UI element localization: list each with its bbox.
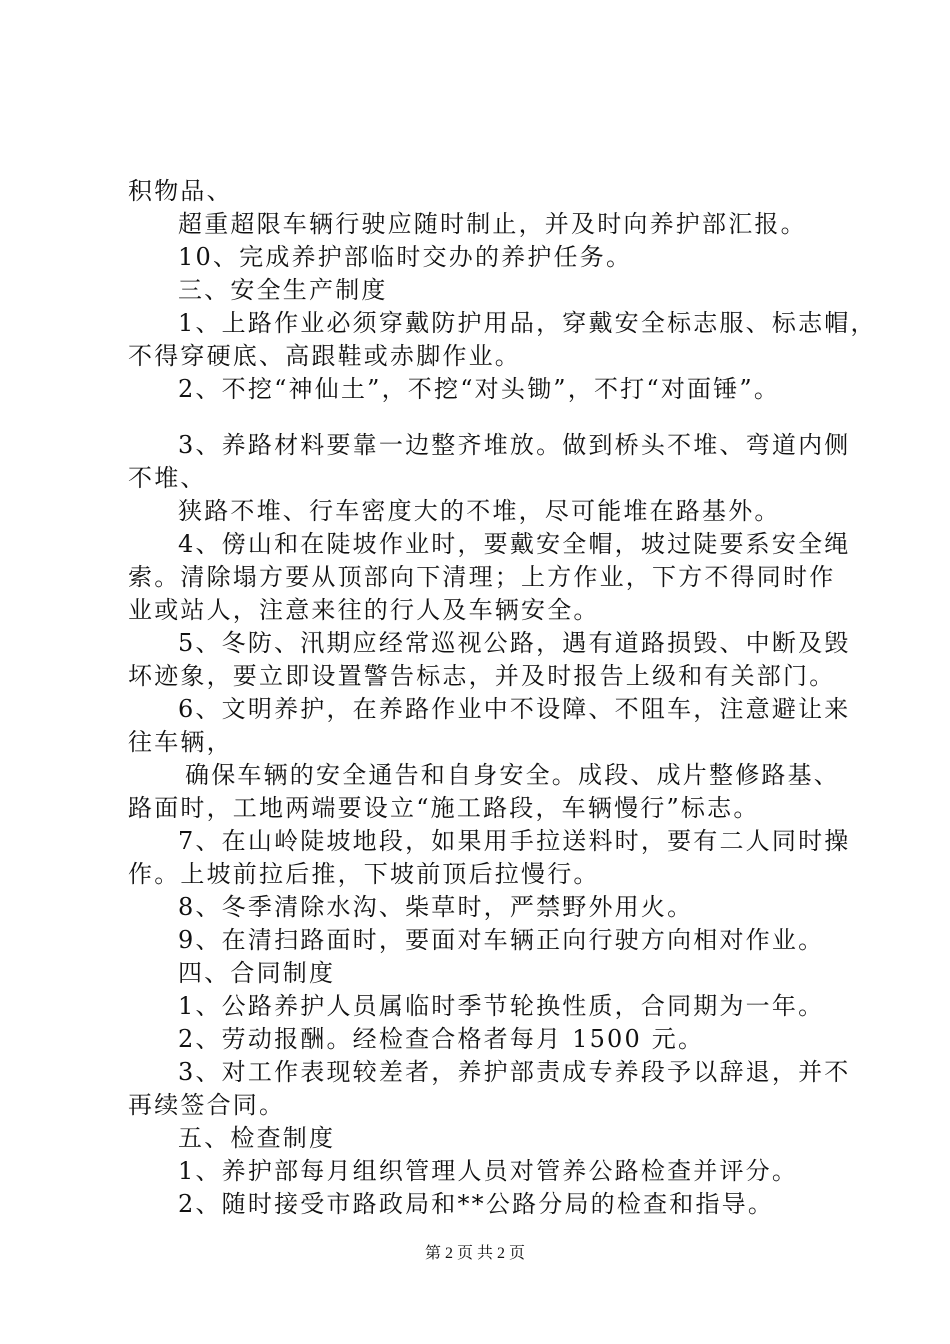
text-line: 不堆、 [128,464,207,492]
text-line: 7、在山岭陡坡地段，如果用手拉送料时，要有二人同时操 [178,827,851,855]
text-line: 坏迹象，要立即设置警告标志，并及时报告上级和有关部门。 [128,662,836,690]
text-line: 4、傍山和在陡坡作业时，要戴安全帽，坡过陡要系安全绳 [178,530,851,558]
text-line: 8、冬季清除水沟、柴草时，严禁野外用火。 [178,893,694,921]
text-line: 作。上坡前拉后推，下坡前顶后拉慢行。 [128,860,600,888]
text-line: 往车辆， [128,728,233,756]
text-line: 2、不挖“神仙土”，不挖“对头锄”，不打“对面锤”。 [178,375,781,403]
section-heading: 四、合同制度 [178,959,336,987]
text-line: 1、养护部每月组织管理人员对管养公路检查并评分。 [178,1157,799,1185]
text-line: 1、公路养护人员属临时季节轮换性质，合同期为一年。 [178,992,825,1020]
text-line: 业或站人，注意来往的行人及车辆安全。 [128,596,600,624]
text-line: 再续签合同。 [128,1091,286,1119]
text-line: 积物品、 [128,177,233,205]
section-heading: 三、安全生产制度 [178,276,388,304]
text-line: 2、随时接受市路政局和**公路分局的检查和指导。 [178,1190,775,1218]
text-line: 路面时，工地两端要设立“施工路段，车辆慢行”标志。 [128,794,760,822]
text-line: 6、文明养护，在养路作业中不设障、不阻车，注意避让来 [178,695,851,723]
text-line: 超重超限车辆行驶应随时制止，并及时向养护部汇报。 [178,210,807,238]
page-footer: 第 2 页 共 2 页 [424,1245,525,1262]
text-line: 1、上路作业必须穿戴防护用品，穿戴安全标志服、标志帽， [178,309,877,337]
text-line: 确保车辆的安全通告和自身安全。成段、成片整修路基、 [185,761,840,789]
section-heading: 五、检查制度 [178,1124,336,1152]
text-line: 10、完成养护部临时交办的养护任务。 [178,243,633,271]
text-line: 3、养路材料要靠一边整齐堆放。做到桥头不堆、弯道内侧 [178,431,851,459]
text-line: 狭路不堆、行车密度大的不堆，尽可能堆在路基外。 [178,497,781,525]
text-line: 3、对工作表现较差者，养护部责成专养段予以辞退，并不 [178,1058,851,1086]
text-line: 9、在清扫路面时，要面对车辆正向行驶方向相对作业。 [178,926,825,954]
text-line: 2、劳动报酬。经检查合格者每月 1500 元。 [178,1025,705,1053]
text-line: 不得穿硬底、高跟鞋或赤脚作业。 [128,342,521,370]
text-line: 索。清除塌方要从顶部向下清理；上方作业，下方不得同时作 [128,563,836,591]
text-line: 5、冬防、汛期应经常巡视公路，遇有道路损毁、中断及毁 [178,629,851,657]
